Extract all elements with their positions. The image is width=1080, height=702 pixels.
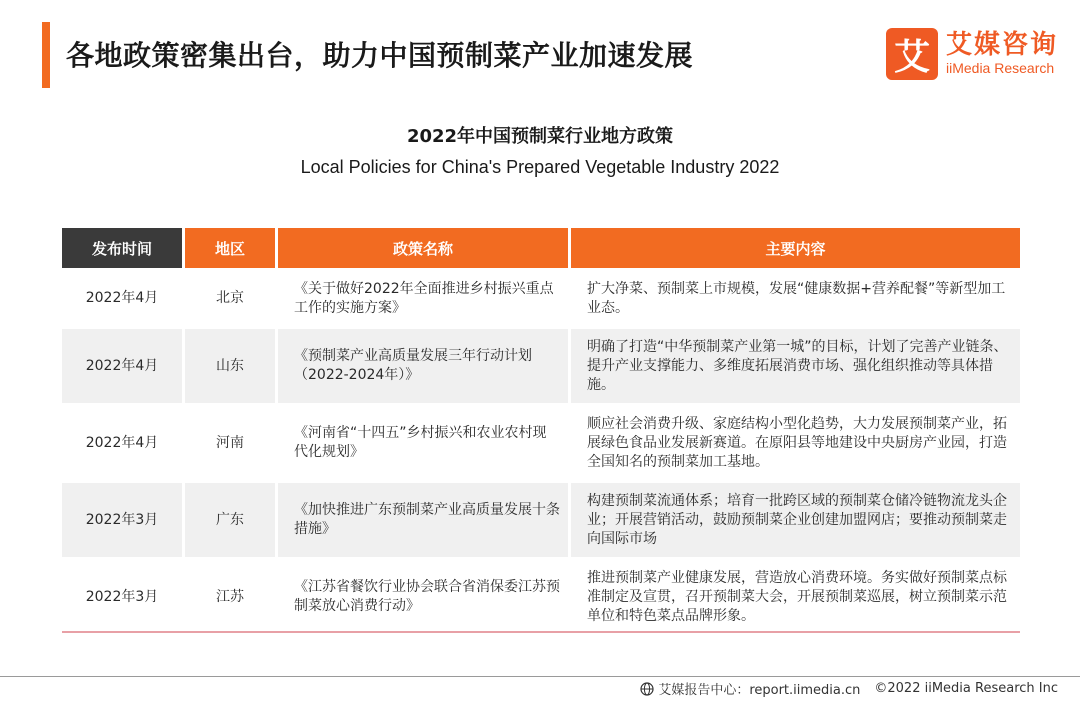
cell-region: 广东 [185, 483, 275, 557]
cell-content: 推进预制菜产业健康发展，营造放心消费环境。务实做好预制菜点标准制定及宣贯，召开预制菜大会，开展预制菜巡展，树立预制菜示范单位和特色菜点品牌形象。 [571, 560, 1020, 634]
footer-source: 艾媒报告中心：report.iimedia.cn [658, 683, 861, 698]
iimedia-logo [886, 26, 1058, 82]
cell-content: 顺应社会消费升级、家庭结构小型化趋势，大力发展预制菜产业，拓展绿色食品业发展新赛道。在原阳县等地建设中央厨房产业园，打造全国知名的预制菜加工基地。 [571, 406, 1020, 480]
table-subtitle: Local Policies for China's Prepared Vegetable Industry 2022 [300, 157, 780, 177]
logo-mark-icon: 艾 [886, 28, 938, 80]
cell-region: 山东 [185, 329, 275, 403]
logo-cn-text: 艾媒咨询 [945, 30, 1058, 60]
cell-date: 2022年4月 [62, 271, 182, 326]
cell-policy: 《预制菜产业高质量发展三年行动计划（2022-2024年）》 [278, 329, 568, 403]
cell-content: 扩大净菜、预制菜上市规模，发展“健康数据+营养配餐”等新型加工业态。 [571, 271, 1020, 326]
table-header-row [62, 228, 1020, 268]
cell-region: 河南 [185, 406, 275, 480]
cell-policy: 《江苏省餐饮行业协会联合省消保委江苏预制菜放心消费行动》 [278, 560, 568, 634]
cell-policy: 《加快推进广东预制菜产业高质量发展十条措施》 [278, 483, 568, 557]
table-row [62, 483, 1020, 557]
footer [640, 679, 1058, 698]
policy-table [62, 228, 1020, 634]
logo-en-text: iiMedia Research [945, 60, 1055, 76]
table-bottom-divider [62, 631, 1020, 633]
header-policy: 政策名称 [278, 228, 568, 268]
header-region: 地区 [185, 228, 275, 268]
table-row [62, 406, 1020, 480]
page-title: 各地政策密集出台，助力中国预制菜产业加速发展 [66, 39, 694, 72]
cell-policy: 《河南省“十四五”乡村振兴和农业农村现代化规划》 [278, 406, 568, 480]
cell-region: 北京 [185, 271, 275, 326]
cell-region: 江苏 [185, 560, 275, 634]
footer-copyright: ©2022 iiMedia Research Inc [874, 681, 1058, 696]
cell-date: 2022年3月 [62, 560, 182, 634]
title-accent-bar [42, 22, 50, 88]
globe-icon [640, 682, 654, 696]
cell-date: 2022年3月 [62, 483, 182, 557]
header-content: 主要内容 [571, 228, 1020, 268]
cell-date: 2022年4月 [62, 406, 182, 480]
table-row [62, 560, 1020, 634]
cell-content: 明确了打造“中华预制菜产业第一城”的目标，计划了完善产业链条、提升产业支撑能力、多维度拓展消费市场、强化组织推动等具体措施。 [571, 329, 1020, 403]
table-title: 2022年中国预制菜行业地方政策 [406, 126, 674, 147]
header-date: 发布时间 [62, 228, 182, 268]
cell-policy: 《关于做好2022年全面推进乡村振兴重点工作的实施方案》 [278, 271, 568, 326]
table-row [62, 271, 1020, 326]
cell-date: 2022年4月 [62, 329, 182, 403]
table-row [62, 329, 1020, 403]
cell-content: 构建预制菜流通体系；培育一批跨区域的预制菜仓储冷链物流龙头企业；开展营销活动，鼓励预制菜企业创建加盟网店；要推动预制菜走向国际市场 [571, 483, 1020, 557]
footer-divider [0, 676, 1080, 677]
